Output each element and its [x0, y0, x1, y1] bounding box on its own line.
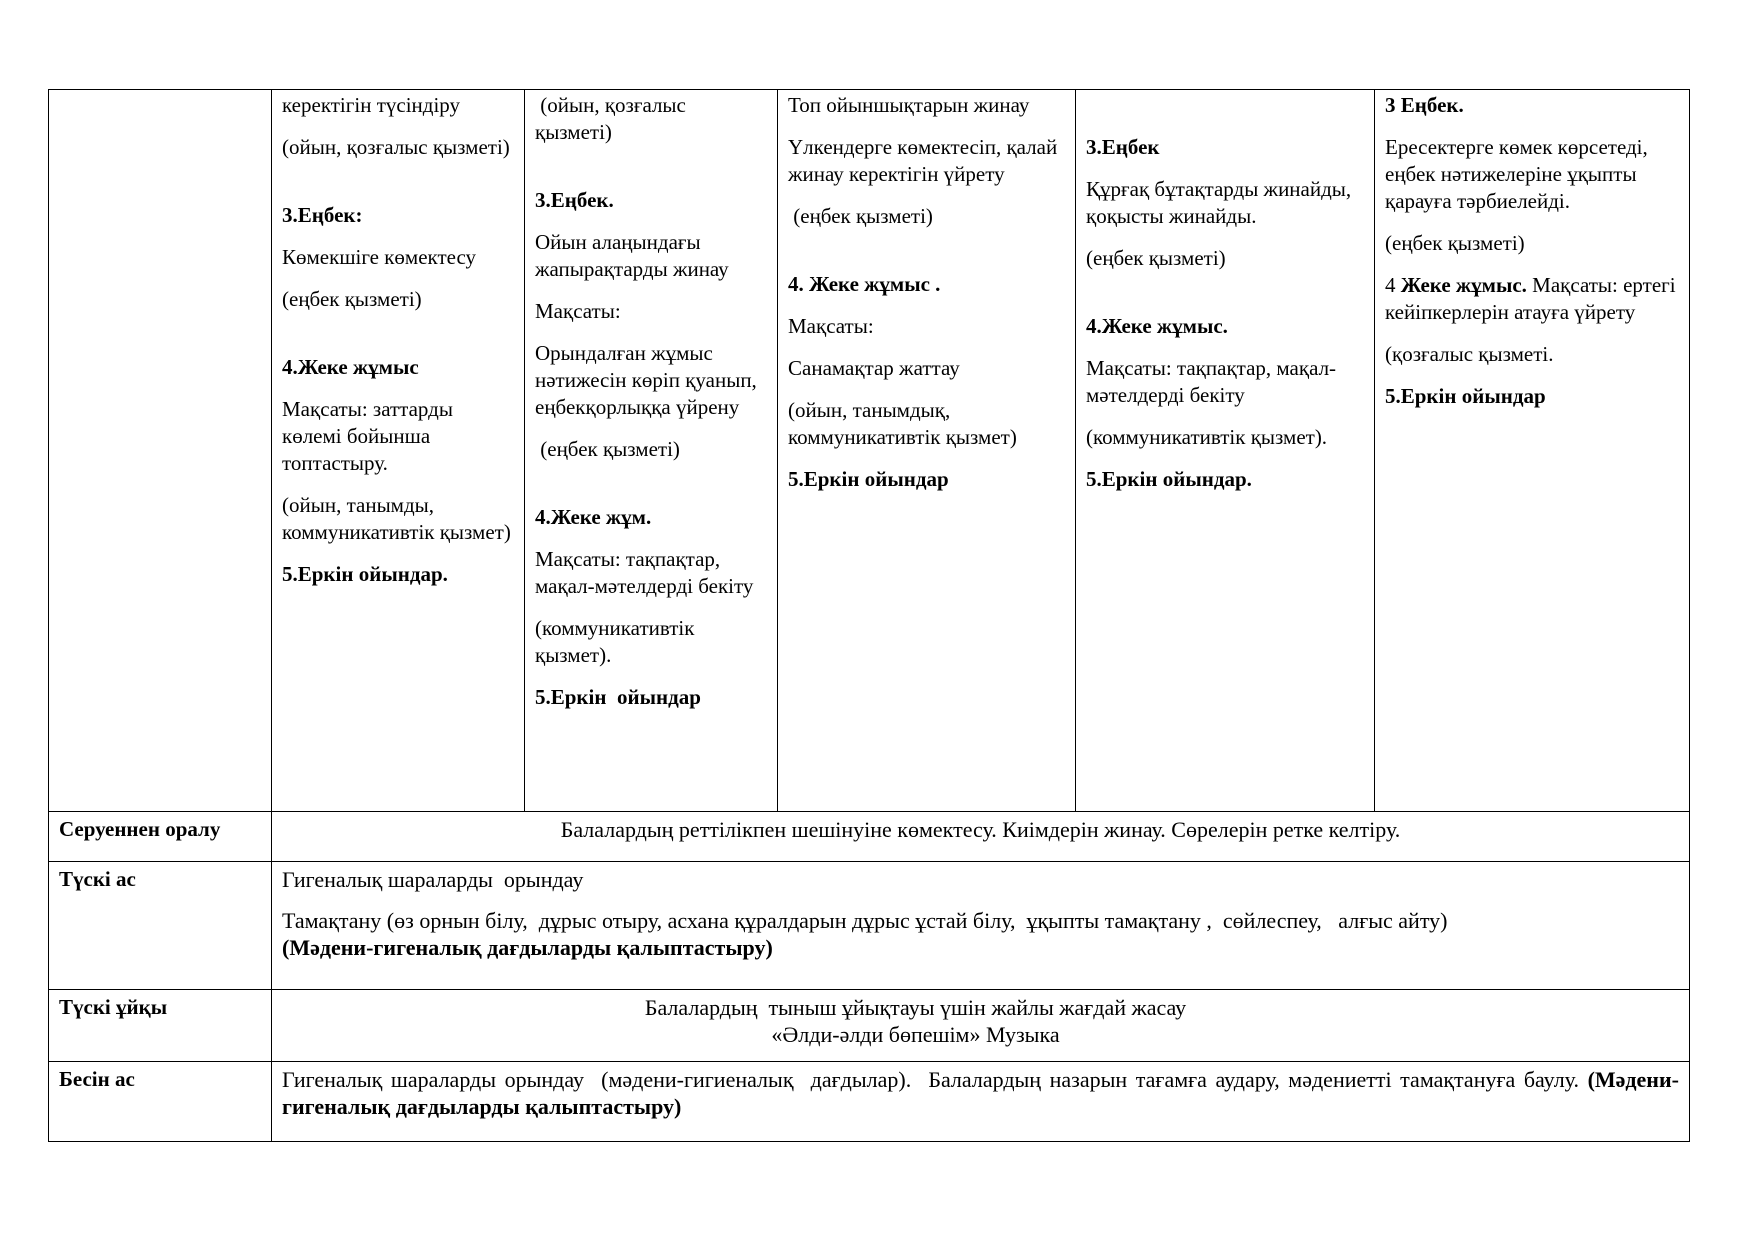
cell-text: (еңбек қызметі) — [1385, 231, 1525, 255]
cell-text: Құрғақ бұтақтарды жинайды, қоқысты жинайды. — [1086, 177, 1352, 228]
cell-heading: 5.Еркін ойындар. — [282, 562, 448, 586]
cell-text: (ойын, танымдық, коммуникативтік қызмет) — [788, 398, 1017, 449]
cell-heading: 3.Еңбек. — [535, 188, 614, 212]
row-line-bold: (Мәдени-гигеналық дағдыларды қалыптастыру) — [282, 935, 773, 960]
row-label: Түскі ас — [49, 862, 272, 990]
cell-text: (коммуникативтік қызмет). — [535, 616, 695, 667]
cell-text: Көмекшіге көмектесу — [282, 245, 477, 269]
daily-plan-table — [48, 89, 1690, 1142]
cell-heading: 5.Еркін ойындар — [1385, 384, 1546, 408]
return-from-walk-row — [49, 812, 1690, 862]
cell-text: (еңбек қызметі) — [535, 437, 680, 461]
daily-plan-sheet — [48, 89, 1689, 1142]
day-cell-4 — [1076, 90, 1375, 812]
row-line-bold: (Мәдени-гигеналық дағдыларды қалыптастыру) — [282, 1067, 1679, 1119]
cell-text: (еңбек қызметі) — [282, 287, 422, 311]
cell-text: Мақсаты: тақпақтар, мақал-мәтелдерді бекіту — [535, 547, 754, 598]
row-label: Бесін ас — [49, 1062, 272, 1142]
cell-text: Санамақтар жаттау — [788, 356, 960, 380]
cell-text: Ересектерге көмек көрсетеді, еңбек нәтижелеріне ұқыпты қарауға тәрбиелейді. — [1385, 135, 1648, 213]
afternoon-snack-row — [49, 1062, 1690, 1142]
day-cell-3 — [778, 90, 1076, 812]
cell-heading: 5.Еркін ойындар. — [1086, 467, 1252, 491]
cell-text: (ойын, қозғалыс қызметі) — [535, 93, 692, 144]
row-label: Серуеннен оралу — [49, 812, 272, 862]
cell-text: керектігін түсіндіру — [282, 93, 461, 117]
row-line: Гигеналық шараларды орындау (мәдени-гигиеналық дағдылар). Балалардың назарын тағамға аудару, мәдениетті тамақтануға баулу. — [282, 1067, 1588, 1092]
cell-heading: 3.Еңбек: — [282, 203, 363, 227]
row-line: Гигеналық шараларды орындау — [282, 867, 584, 892]
row-line: «Әлди-әлди бөпешім» Музыка — [771, 1022, 1060, 1047]
cell-heading: 4.Жеке жұмыс — [282, 355, 419, 379]
day-cell-1 — [272, 90, 525, 812]
cell-text: Мақсаты: тақпақтар, мақал-мәтелдерді бекіту — [1086, 356, 1337, 407]
row-label-empty — [49, 90, 272, 812]
nap-row — [49, 990, 1690, 1062]
row-content: Балалардың реттілікпен шешінуіне көмектесу. Киімдерін жинау. Сөрелерін ретке келтіру. — [272, 812, 1690, 862]
cell-heading: Жеке жұмыс. — [1400, 273, 1527, 297]
cell-heading: 3 Еңбек. — [1385, 93, 1464, 117]
cell-text: (қозғалыс қызметі. — [1385, 342, 1554, 366]
cell-text: (ойын, танымды, коммуникативтік қызмет) — [282, 493, 511, 544]
cell-text: (ойын, қозғалыс қызметі) — [282, 135, 510, 159]
day-cell-5 — [1375, 90, 1690, 812]
cell-text: Үлкендерге көмектесіп, қалай жинау керектігін үйрету — [788, 135, 1058, 186]
cell-heading: 4. Жеке жұмыс . — [788, 272, 941, 296]
row-content — [272, 862, 1690, 990]
row-content — [272, 990, 1690, 1062]
row-content — [272, 1062, 1690, 1142]
cell-text: Мақсаты: — [535, 299, 621, 323]
cell-text: Мақсаты: — [788, 314, 874, 338]
cell-text — [1385, 272, 1679, 326]
cell-heading: 4.Жеке жұм. — [535, 505, 652, 529]
cell-text: (еңбек қызметі) — [788, 204, 933, 228]
row-line: Балалардың тыныш ұйықтауы үшін жайлы жағдай жасау — [644, 995, 1187, 1020]
walk-activities-row — [49, 90, 1690, 812]
cell-heading: 5.Еркін ойындар — [535, 685, 701, 709]
cell-text: (коммуникативтік қызмет). — [1086, 425, 1328, 449]
cell-text: (еңбек қызметі) — [1086, 246, 1226, 270]
cell-heading: 3.Еңбек — [1086, 135, 1160, 159]
lunch-row — [49, 862, 1690, 990]
cell-text: Орындалған жұмыс нәтижесін көріп қуанып, еңбекқорлыққа үйрену — [535, 341, 757, 419]
cell-text: Мақсаты: заттарды көлемі бойынша топтастыру. — [282, 397, 453, 475]
item-number: 4 — [1385, 273, 1401, 297]
row-line: Тамақтану (өз орнын білу, дұрыс отыру, асхана құралдарын дұрыс ұстай білу, ұқыпты тамақтану , сөйлеспеу, алғыс айту) — [282, 908, 1448, 933]
cell-text: Топ ойыншықтарын жинау — [788, 93, 1030, 117]
row-label: Түскі ұйқы — [49, 990, 272, 1062]
day-cell-2 — [525, 90, 778, 812]
cell-heading: 4.Жеке жұмыс. — [1086, 314, 1228, 338]
cell-text: Мақсаты: ертегі кейіпкерлерін атауға үйрету — [1385, 273, 1681, 324]
cell-heading: 5.Еркін ойындар — [788, 467, 949, 491]
cell-text: Ойын алаңындағы жапырақтарды жинау — [535, 230, 729, 281]
